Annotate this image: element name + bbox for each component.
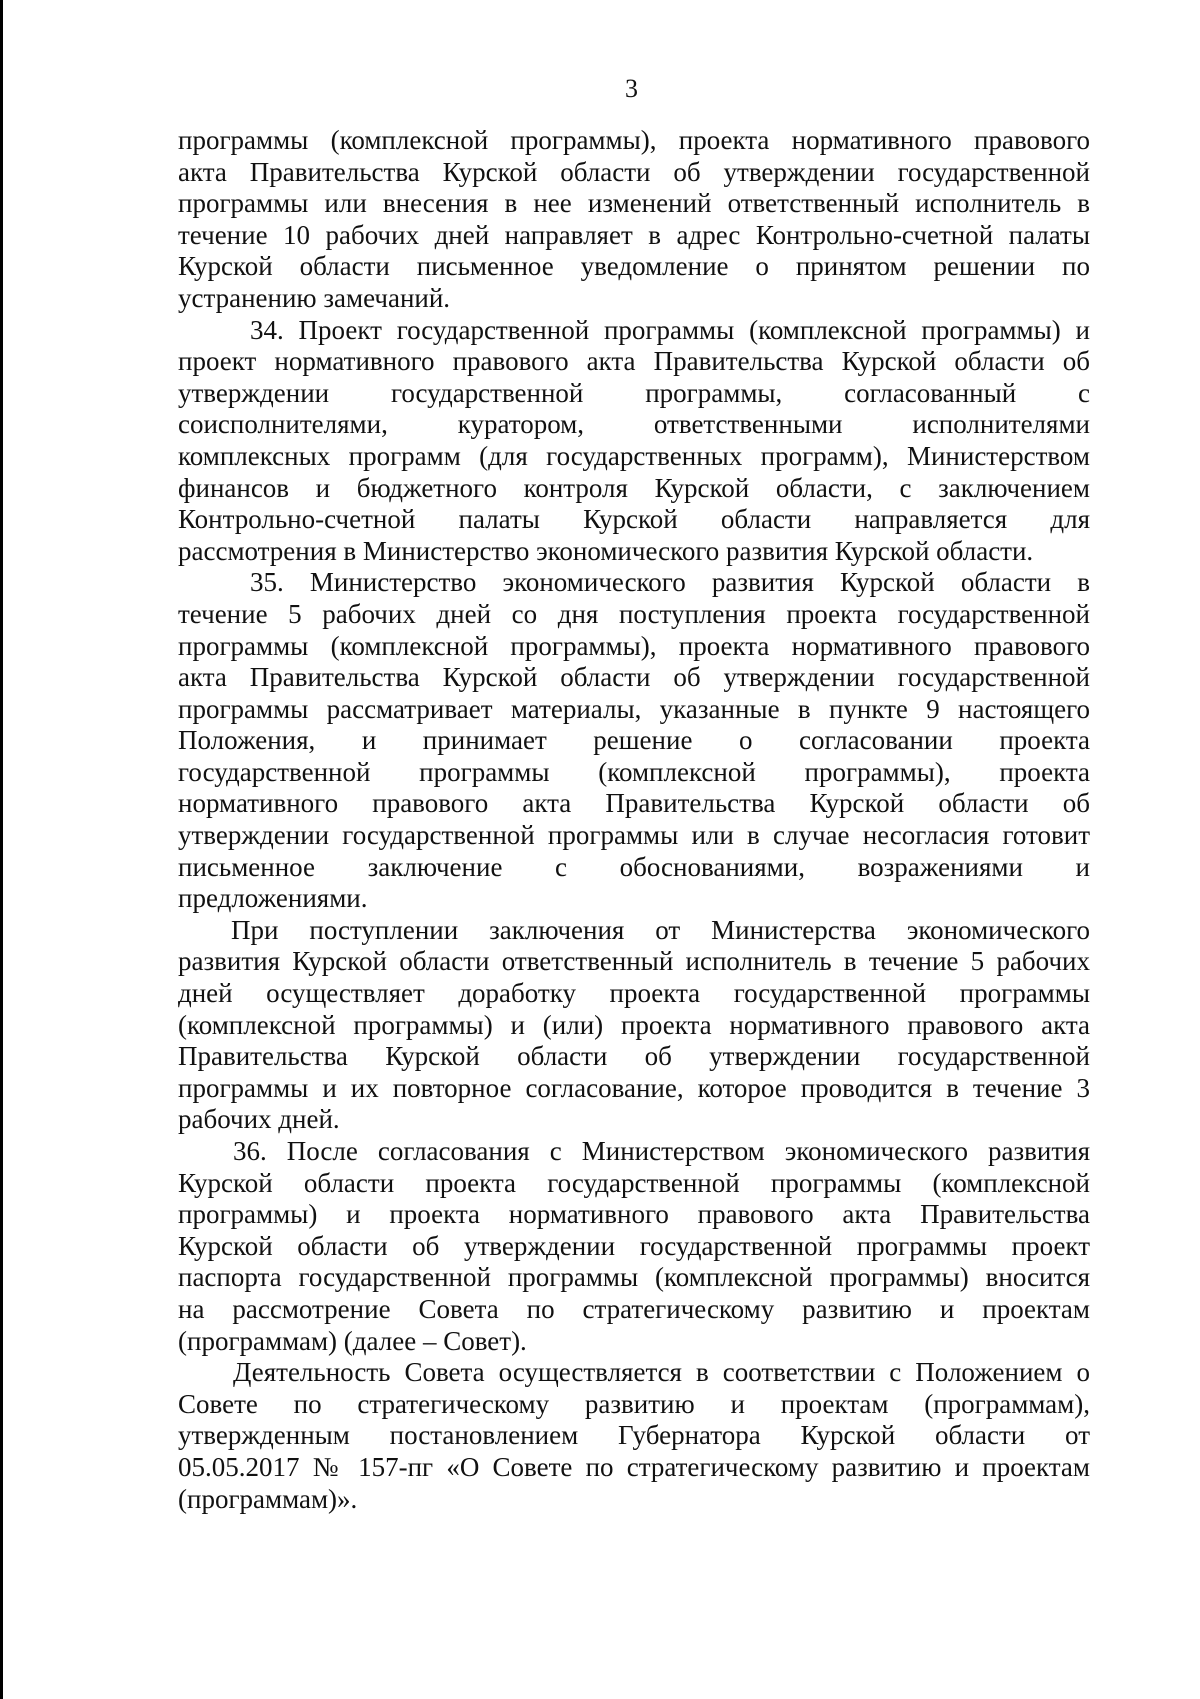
text-line: (комплексной программы) и (или) проекта нормативного правового акта xyxy=(178,1009,1090,1040)
text-line: программы) и проекта нормативного правового акта Правительства xyxy=(178,1199,1090,1230)
text-line: развития Курской области ответственный исполнитель в течение 5 рабочих xyxy=(178,946,1090,977)
text-line: соисполнителями, куратором, ответственными исполнителями xyxy=(178,409,1090,440)
text-line: акта Правительства Курской области об утверждении государственной xyxy=(178,156,1090,187)
text-line: дней осуществляет доработку проекта государственной программы xyxy=(178,978,1090,1009)
text-line: утверждении государственной программы, согласованный с xyxy=(178,377,1090,408)
text-line: утверждении государственной программы или в случае несогласия готовит xyxy=(178,820,1090,851)
text-line: рассмотрения в Министерство экономического развития Курской области. xyxy=(178,535,1034,566)
paragraph-36-first-line: 36. После согласования с Министерством экономического развития xyxy=(233,1136,1090,1166)
text-line: проект нормативного правового акта Правительства Курской области об xyxy=(178,346,1090,377)
paragraph-first-line: Деятельность Совета осуществляется в соответствии с Положением о xyxy=(233,1357,1090,1388)
document-body xyxy=(178,125,1090,1515)
text-line: предложениями. xyxy=(178,883,368,914)
text-line: паспорта государственной программы (комплексной программы) вносится xyxy=(178,1262,1090,1293)
text-line: (программам) (далее – Совет). xyxy=(178,1325,527,1356)
text-line: Совете по стратегическому развитию и проектам (программам), xyxy=(178,1388,1090,1419)
text-line: 05.05.2017 № 157-пг «О Совете по стратегическому развитию и проектам xyxy=(178,1451,1090,1482)
paragraph-34-first-line: 34. Проект государственной программы (комплексной программы) и xyxy=(250,314,1090,345)
scan-left-border xyxy=(0,0,3,1699)
text-line: течение 5 рабочих дней со дня поступления проекта государственной xyxy=(178,598,1090,629)
paragraph-first-line: При поступлении заключения от Министерства экономического xyxy=(231,914,1090,945)
text-line: программы рассматривает материалы, указанные в пункте 9 настоящего xyxy=(178,693,1090,724)
text-line: Правительства Курской области об утверждении государственной xyxy=(178,1041,1090,1072)
text-line: устранению замечаний. xyxy=(178,282,451,313)
text-line: финансов и бюджетного контроля Курской области, с заключением xyxy=(178,472,1090,503)
text-line: государственной программы (комплексной программы), проекта xyxy=(178,756,1090,787)
text-line: утвержденным постановлением Губернатора Курской области от xyxy=(178,1420,1090,1451)
text-line: (программам)». xyxy=(178,1483,358,1514)
paragraph-35-first-line: 35. Министерство экономического развития Курской области в xyxy=(250,567,1090,598)
text-line: рабочих дней. xyxy=(178,1104,340,1135)
text-line: программы (комплексной программы), проекта нормативного правового xyxy=(178,125,1090,155)
text-line: акта Правительства Курской области об утверждении государственной xyxy=(178,662,1090,693)
page-number: 3 xyxy=(625,74,638,103)
text-line: программы (комплексной программы), проекта нормативного правового xyxy=(178,630,1090,661)
text-line: Курской области проекта государственной программы (комплексной xyxy=(178,1167,1090,1198)
text-line: Курской области об утверждении государственной программы проект xyxy=(178,1230,1090,1261)
text-line: течение 10 рабочих дней направляет в адрес Контрольно-счетной палаты xyxy=(178,219,1090,250)
text-line: нормативного правового акта Правительства Курской области об xyxy=(178,788,1090,819)
text-line: программы и их повторное согласование, которое проводится в течение 3 xyxy=(178,1072,1090,1103)
text-line: комплексных программ (для государственных программ), Министерством xyxy=(178,440,1090,471)
text-line: Контрольно-счетной палаты Курской области направляется для xyxy=(178,504,1090,535)
text-line: программы или внесения в нее изменений ответственный исполнитель в xyxy=(178,188,1090,219)
text-line: Курской области письменное уведомление о принятом решении по xyxy=(178,251,1090,282)
text-line: письменное заключение с обоснованиями, возражениями и xyxy=(178,851,1090,882)
text-line: на рассмотрение Совета по стратегическому развитию и проектам xyxy=(178,1293,1090,1324)
text-line: Положения, и принимает решение о согласовании проекта xyxy=(178,725,1090,756)
